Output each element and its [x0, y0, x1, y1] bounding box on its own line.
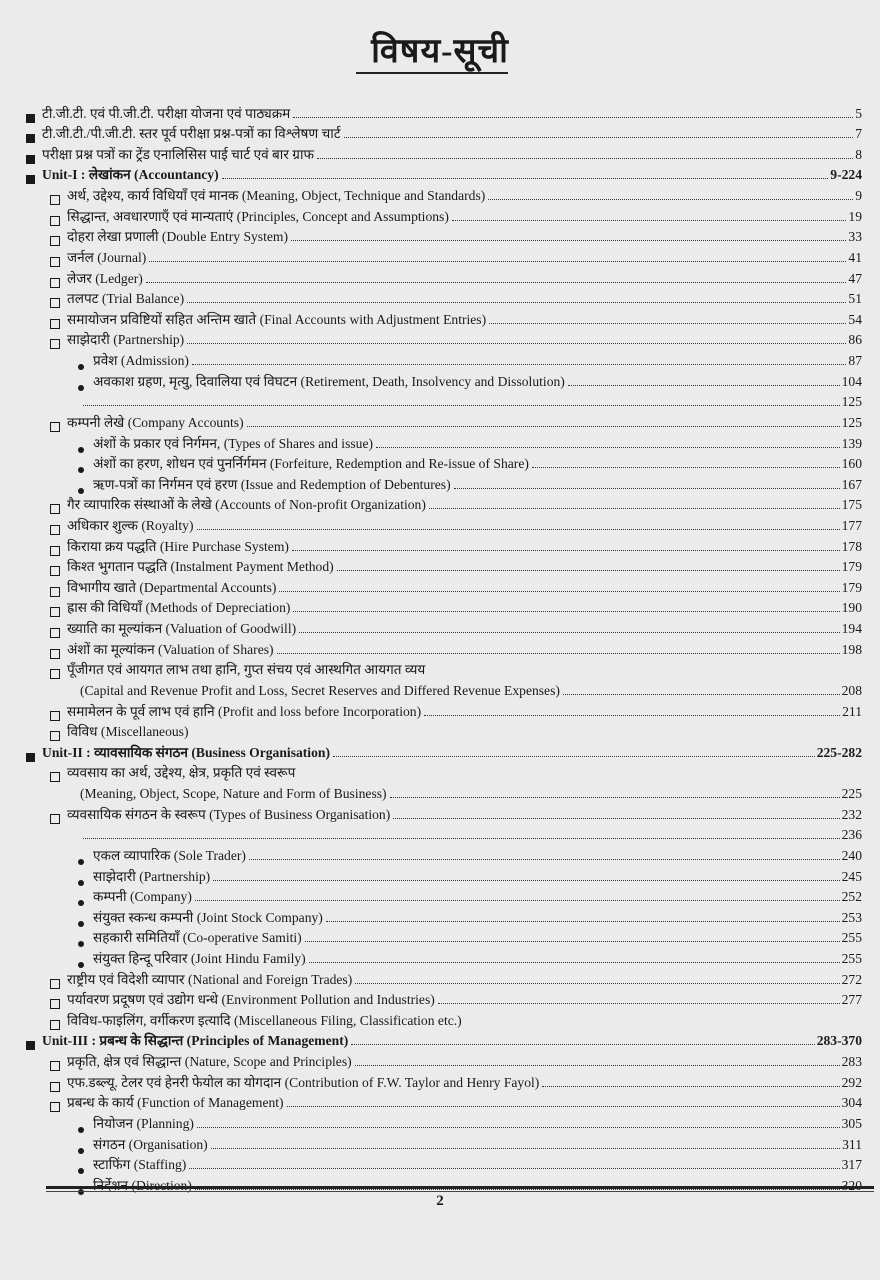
- toc-entry: [50, 225, 862, 246]
- toc-entry-title: जर्नल (Journal): [67, 249, 147, 265]
- toc-entry-title: विविध-फाइलिंग, वर्गीकरण इत्यादि (Miscellaneous Filing, Classification etc.): [67, 1012, 462, 1028]
- toc-entry: [78, 885, 862, 906]
- toc-entry-page: 255: [841, 951, 862, 966]
- toc-entry-title: ऋण-पत्रों का निर्गमन एवं हरण (Issue and Redemption of Debentures): [93, 476, 451, 492]
- toc-entry-title: Unit-I : लेखांकन (Accountancy): [42, 167, 219, 183]
- toc-entry: [50, 183, 862, 204]
- dot-leader: [454, 488, 840, 489]
- toc-entry: [26, 142, 862, 163]
- dot-leader: [146, 282, 847, 283]
- toc-entry-page: 33: [848, 229, 862, 245]
- toc-entry-title: Unit-II : व्यावसायिक संगठन (Business Organisation): [42, 744, 330, 760]
- toc-entry-title: पर्यावरण प्रदूषण एवं उद्योग धन्धे (Environment Pollution and Industries): [67, 992, 435, 1008]
- toc-entry: [50, 1008, 862, 1029]
- toc-entry: [50, 617, 862, 638]
- toc-entry-page: 317: [841, 1157, 862, 1173]
- toc-entry-title: अंशों का मूल्यांकन (Valuation of Shares): [67, 641, 274, 657]
- toc-entry-page: 47: [848, 270, 862, 286]
- dot-leader: [83, 838, 840, 839]
- dot-leader: [390, 797, 840, 798]
- dot-leader: [438, 1003, 840, 1004]
- toc-entry-page: 198: [841, 641, 862, 657]
- dot-leader: [489, 323, 846, 324]
- dot-leader: [542, 1086, 839, 1087]
- dot-leader: [563, 694, 840, 695]
- toc-entry: [50, 513, 862, 534]
- toc-entry: [50, 575, 862, 596]
- toc-entry-title: तलपट (Trial Balance): [67, 291, 185, 307]
- dot-leader: [326, 921, 840, 922]
- dot-leader: [488, 199, 853, 200]
- toc-entry-title: दोहरा लेखा प्रणाली (Double Entry System): [67, 229, 289, 245]
- toc-entry-page: 253: [841, 909, 862, 925]
- toc-entry: [50, 410, 862, 431]
- toc-entry: [50, 596, 862, 617]
- toc-entry: [50, 1091, 862, 1112]
- title-underline: [356, 72, 508, 74]
- toc-entry: [50, 761, 862, 782]
- dot-leader: [195, 900, 840, 901]
- dot-leader: [192, 364, 847, 365]
- toc-entry: [78, 1111, 862, 1132]
- toc-entry-page: 87: [848, 353, 862, 369]
- toc-entry-title: व्यवसायिक संगठन के स्वरूप (Types of Business Organisation): [67, 806, 391, 822]
- toc-entry-page: 167: [841, 476, 862, 492]
- toc-entry: [78, 1153, 862, 1174]
- dot-leader: [333, 756, 815, 757]
- toc-entry-page: 104: [841, 373, 862, 389]
- toc-entry-title: कम्पनी (Company): [93, 889, 192, 905]
- dot-leader: [279, 591, 839, 592]
- dot-leader: [292, 550, 840, 551]
- toc-entry-page: 252: [841, 889, 862, 905]
- toc-entry: [78, 431, 862, 452]
- dot-leader: [187, 302, 846, 303]
- footer-rule: [46, 1186, 874, 1189]
- toc-entry-page: 232: [841, 806, 862, 822]
- toc-entry: [78, 348, 862, 369]
- toc-entry-page: 177: [841, 517, 862, 533]
- toc-entry-page: 277: [841, 992, 862, 1008]
- filled-square-bullet-icon: [26, 1041, 35, 1050]
- dot-leader: [424, 715, 840, 716]
- toc-entry-title: स्टाफिंग (Staffing): [93, 1157, 187, 1173]
- toc-entry-title: गैर व्यापारिक संस्थाओं के लेखे (Accounts of Non-profit Organization): [67, 497, 426, 513]
- toc-entry-page: 208: [841, 682, 862, 698]
- toc-entry: [78, 1132, 862, 1153]
- toc-entry-title: अर्थ, उद्देश्य, कार्य विधियाँ एवं मानक (Meaning, Object, Technique and Standards): [67, 188, 486, 204]
- dot-leader: [291, 240, 846, 241]
- toc-entry-page: 9: [855, 188, 862, 204]
- toc-entry-page: 305: [841, 1115, 862, 1131]
- page-title: विषय-सूची: [371, 33, 509, 70]
- dot-leader: [376, 447, 840, 448]
- toc-entry-page: 125: [841, 414, 862, 430]
- toc-entry: [50, 204, 862, 225]
- dot-leader: [187, 343, 846, 344]
- dot-leader: [189, 1168, 839, 1169]
- toc-entry-title: किश्त भुगतान पद्धति (Instalment Payment Method): [67, 559, 334, 575]
- dot-leader: [344, 137, 854, 138]
- toc-entry-page: 178: [841, 538, 862, 554]
- toc-entry: [50, 802, 862, 823]
- toc-entry-title: ह्रास की विधियाँ (Methods of Depreciation): [67, 600, 291, 616]
- toc-entry: [50, 988, 862, 1009]
- toc-entry-page: 41: [848, 249, 862, 265]
- dot-leader: [211, 1148, 840, 1149]
- toc-entry-page: 179: [841, 579, 862, 595]
- toc-entry-page: 292: [841, 1074, 862, 1090]
- toc-entry-page: 5: [855, 105, 862, 121]
- filled-square-bullet-icon: [26, 753, 35, 762]
- toc-entry: [50, 534, 862, 555]
- toc-entry-page: 179: [841, 559, 862, 575]
- dot-leader: [337, 570, 840, 571]
- toc-entry-page: 194: [841, 621, 862, 637]
- toc-entry-title: ख्याति का मूल्यांकन (Valuation of Goodwill): [67, 621, 297, 637]
- checkbox-square-icon: [50, 422, 60, 432]
- toc-entry: [78, 843, 862, 864]
- checkbox-square-icon: [50, 339, 60, 349]
- toc-entry-title: प्रबन्ध के कार्य (Function of Management): [67, 1095, 284, 1111]
- toc-entry: [50, 307, 862, 328]
- toc-entry-title: टी.जी.टी. एवं पी.जी.टी. परीक्षा योजना एवं पाठ्यक्रम: [42, 105, 291, 121]
- toc-entry-page: 283: [841, 1054, 862, 1070]
- dot-leader: [149, 261, 846, 262]
- toc-entry-title: टी.जी.टी./पी.जी.टी. स्तर पूर्व परीक्षा प्रश्न-पत्रों का विश्लेषण चार्ट: [42, 126, 341, 142]
- toc-entry: [78, 864, 862, 885]
- dot-leader: [293, 611, 839, 612]
- toc-entry-title: एफ.डब्ल्यू. टेलर एवं हेनरी फेयोल का योगदान (Contribution of F.W. Taylor and Henry Fayol): [67, 1074, 540, 1090]
- toc-entry: [80, 823, 862, 844]
- toc-entry-title: अधिकार शुल्क (Royalty): [67, 517, 194, 533]
- toc-entry-page: 19: [848, 208, 862, 224]
- toc-entry: [78, 905, 862, 926]
- toc-entry: [50, 328, 862, 349]
- toc-entry-page: 175: [841, 497, 862, 513]
- toc-entry-title: एकल व्यापारिक (Sole Trader): [93, 847, 246, 863]
- toc-entry-title: परीक्षा प्रश्न पत्रों का ट्रेंड एनालिसिस पाई चार्ट एवं बार ग्राफ: [42, 146, 314, 162]
- toc-entry: [50, 266, 862, 287]
- toc-entry-title: संगठन (Organisation): [93, 1136, 208, 1152]
- toc-entry: [78, 369, 862, 390]
- toc-entry-title: प्रवेश (Admission): [93, 353, 189, 369]
- toc-entry: [50, 1050, 862, 1071]
- toc-entry: [50, 658, 862, 679]
- toc-entry: [26, 163, 862, 184]
- checkbox-square-icon: [50, 772, 60, 782]
- toc-entry-page: 190: [841, 600, 862, 616]
- toc-entry-title: समामेलन के पूर्व लाभ एवं हानि (Profit and loss before Incorporation): [67, 703, 422, 719]
- toc-entry: [26, 1029, 862, 1050]
- toc-entry: [26, 122, 862, 143]
- toc-entry-title: Unit-III : प्रबन्ध के सिद्धान्त (Principles of Management): [42, 1033, 349, 1049]
- checkbox-square-icon: [50, 814, 60, 824]
- toc-entry: [50, 493, 862, 514]
- toc-entry-title: विविध (Miscellaneous): [67, 724, 189, 740]
- dot-leader: [247, 426, 840, 427]
- toc-entry-title: साझेदारी (Partnership): [93, 868, 211, 884]
- toc-entry-page: 283-370: [816, 1033, 862, 1049]
- toc-entry-page: 7: [855, 126, 862, 142]
- toc-entry-page: 225-282: [816, 744, 862, 760]
- dot-leader: [351, 1044, 814, 1045]
- toc-entry-title: समायोजन प्रविष्टियों सहित अन्तिम खाते (Final Accounts with Adjustment Entries): [67, 311, 487, 327]
- checkbox-square-icon: [50, 1102, 60, 1112]
- toc-entry: [78, 926, 862, 947]
- toc-entry-title: किराया क्रय पद्धति (Hire Purchase System): [67, 538, 289, 554]
- toc-entry-title: विभागीय खाते (Departmental Accounts): [67, 579, 277, 595]
- toc-entry: [50, 245, 862, 266]
- toc-entry-page: 125: [841, 394, 862, 410]
- toc-entry-title: पूँजीगत एवं आयगत लाभ तथा हानि, गुप्त संचय एवं आस्थगित आयगत व्यय: [67, 662, 426, 678]
- toc-entry-page: 236: [841, 827, 862, 843]
- dot-leader: [355, 1065, 840, 1066]
- toc-entry-page: 51: [848, 291, 862, 307]
- toc-entry: [50, 555, 862, 576]
- dot-leader: [532, 467, 840, 468]
- dot-leader: [429, 508, 840, 509]
- toc-entry-title: अंशों का हरण, शोधन एवं पुनर्निर्गमन (Forfeiture, Redemption and Re-issue of Share): [93, 456, 529, 472]
- toc-entry: [50, 1070, 862, 1091]
- toc-entry: [78, 946, 862, 967]
- toc-entry: [78, 472, 862, 493]
- dot-leader: [213, 880, 839, 881]
- toc-entry-title: कम्पनी लेखे (Company Accounts): [67, 414, 244, 430]
- toc-entry-title: लेजर (Ledger): [67, 270, 143, 286]
- dot-leader: [568, 385, 840, 386]
- toc-entry-title: सिद्धान्त, अवधारणाएँ एवं मान्यताएं (Principles, Concept and Assumptions): [67, 208, 449, 224]
- toc-entry-page: 8: [855, 146, 862, 162]
- toc-entry: [26, 101, 862, 122]
- dot-leader: [195, 1189, 840, 1190]
- toc-entry: [26, 740, 862, 761]
- page-number: 2: [436, 1193, 444, 1209]
- toc-entry-page: 255: [841, 930, 862, 946]
- toc-entry: [80, 781, 862, 802]
- toc-entry: [50, 699, 862, 720]
- toc-entry: [50, 720, 862, 741]
- footer-rule-thin: [46, 1191, 874, 1192]
- dot-leader: [277, 653, 840, 654]
- toc-entry-page: 54: [848, 311, 862, 327]
- dot-leader: [452, 220, 847, 221]
- toc-entry-page: 245: [841, 868, 862, 884]
- toc-entry-page: 86: [848, 332, 862, 348]
- toc-entry-title: व्यवसाय का अर्थ, उद्देश्य, क्षेत्र, प्रकृति एवं स्वरूप: [67, 765, 296, 781]
- toc-entry-title: (Meaning, Object, Scope, Nature and Form of Business): [80, 786, 387, 802]
- toc-entry: [50, 287, 862, 308]
- toc-entry-title: संयुक्त स्कन्ध कम्पनी (Joint Stock Company): [93, 909, 323, 925]
- toc-entry-page: 139: [841, 435, 862, 451]
- dot-leader: [197, 529, 840, 530]
- dot-leader: [299, 632, 839, 633]
- toc-entry: [50, 967, 862, 988]
- toc-entry: [80, 678, 862, 699]
- dot-leader: [393, 818, 839, 819]
- toc-entry-title: राष्ट्रीय एवं विदेशी व्यापार (National and Foreign Trades): [67, 971, 353, 987]
- dot-leader: [293, 117, 853, 118]
- toc-entry: [80, 390, 862, 411]
- toc-entry-page: 272: [841, 971, 862, 987]
- dot-leader: [355, 983, 839, 984]
- toc-entry-title: (Capital and Revenue Profit and Loss, Secret Reserves and Differed Revenue Expenses): [80, 682, 560, 698]
- toc-entry-title: अंशों के प्रकार एवं निर्गमन, (Types of Shares and issue): [93, 435, 374, 451]
- filled-square-bullet-icon: [26, 175, 35, 184]
- toc-entry-page: 225: [841, 786, 862, 802]
- checkbox-square-icon: [50, 669, 60, 679]
- toc-entry-title: अवकाश ग्रहण, मृत्यु, दिवालिया एवं विघटन (Retirement, Death, Insolvency and Dissolution): [93, 373, 565, 389]
- dot-leader: [305, 941, 840, 942]
- toc-entry-page: 240: [841, 847, 862, 863]
- toc-entry-page: 9-224: [830, 167, 862, 183]
- toc-entry-page: 304: [841, 1095, 862, 1111]
- dot-leader: [309, 962, 840, 963]
- toc-entry-page: 160: [841, 456, 862, 472]
- dot-leader: [83, 405, 840, 406]
- toc-entry-title: सहकारी समितियाँ (Co-operative Samiti): [93, 930, 302, 946]
- toc-entry: [78, 452, 862, 473]
- toc-entry-title: साझेदारी (Partnership): [67, 332, 185, 348]
- toc-entry-title: प्रकृति, क्षेत्र एवं सिद्धान्त (Nature, Scope and Principles): [67, 1054, 352, 1070]
- dot-leader: [197, 1127, 840, 1128]
- toc-entry-title: संयुक्त हिन्दू परिवार (Joint Hindu Family): [93, 951, 306, 966]
- toc-entry: [50, 637, 862, 658]
- dot-leader: [287, 1106, 840, 1107]
- dot-leader: [249, 859, 840, 860]
- toc-entry-page: 211: [842, 703, 862, 719]
- dot-leader: [222, 178, 829, 179]
- dot-leader: [317, 158, 853, 159]
- toc-entry-title: नियोजन (Planning): [93, 1115, 194, 1131]
- toc-entry-page: 311: [842, 1136, 862, 1152]
